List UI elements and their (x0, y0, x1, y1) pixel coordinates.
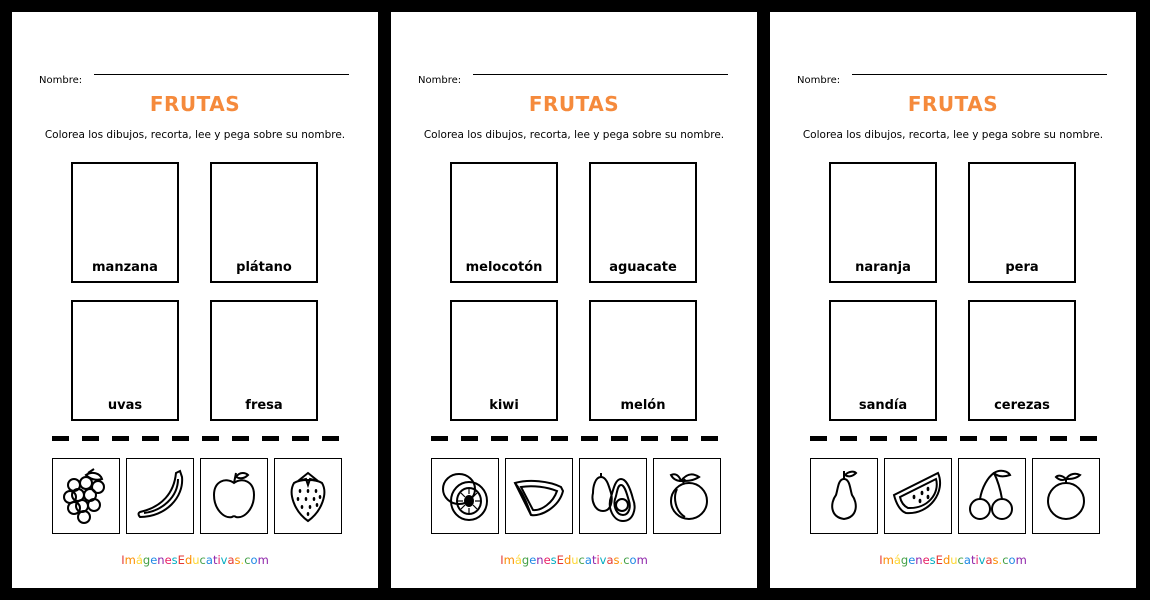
logo-letter: t (970, 553, 976, 567)
logo-letter: á (893, 553, 901, 567)
melon-icon (511, 467, 567, 525)
logo-letter: c (1002, 553, 1009, 567)
fruit-word: uvas (107, 398, 143, 413)
logo-letter: s (992, 553, 999, 567)
fruit-word: aguacate (609, 260, 677, 275)
picture-card-4 (274, 458, 342, 534)
logo-letter: á (514, 553, 522, 567)
logo-letter: o (1008, 553, 1016, 567)
paste-box-4 (589, 300, 697, 421)
name-label: Nombre: (39, 75, 83, 86)
logo-letter: m (1015, 553, 1027, 567)
paste-box-3 (71, 300, 179, 421)
logo-letter: a (205, 553, 213, 567)
logo-letter: d (184, 553, 193, 567)
fruit-word: melón (620, 398, 666, 413)
logo-letter: e (543, 553, 551, 567)
footer-logo (12, 553, 378, 567)
logo-letter: m (257, 553, 269, 567)
site-logo-text (121, 553, 269, 567)
logo-letter: á (135, 553, 143, 567)
fruit-word: plátano (236, 260, 292, 275)
strawberry-icon (280, 467, 336, 525)
logo-letter: e (922, 553, 930, 567)
logo-letter: u (950, 553, 958, 567)
logo-letter: m (503, 553, 515, 567)
logo-letter: n (157, 553, 165, 567)
kiwi-icon (437, 467, 493, 525)
footer-logo (391, 553, 757, 567)
logo-letter: I (121, 553, 125, 567)
logo-letter: e (164, 553, 172, 567)
picture-card-1 (810, 458, 878, 534)
worksheet-title: FRUTAS (907, 92, 999, 116)
cut-line (52, 436, 347, 441)
paste-box-1 (829, 162, 937, 283)
logo-letter: a (606, 553, 614, 567)
picture-card-4 (1032, 458, 1100, 534)
logo-letter: n (915, 553, 923, 567)
peach-icon (659, 467, 715, 525)
picture-card-1 (52, 458, 120, 534)
paste-box-3 (450, 300, 558, 421)
fruit-word: melocotón (465, 260, 543, 275)
name-line (852, 74, 1107, 75)
logo-letter: v (599, 553, 607, 567)
orange-icon (1038, 467, 1094, 525)
paste-box-1 (450, 162, 558, 283)
logo-letter: s (550, 553, 557, 567)
logo-letter: g (142, 553, 151, 567)
logo-letter: g (521, 553, 530, 567)
paste-box-4 (210, 300, 318, 421)
worksheet-2 (391, 12, 757, 588)
name-label: Nombre: (797, 75, 841, 86)
cherries-icon (964, 467, 1020, 525)
logo-letter: t (591, 553, 597, 567)
logo-letter: I (500, 553, 504, 567)
logo-letter: E (177, 553, 185, 567)
logo-letter: s (929, 553, 936, 567)
cut-line (810, 436, 1105, 441)
logo-letter: . (619, 553, 624, 567)
logo-letter: o (629, 553, 637, 567)
logo-letter: E (556, 553, 564, 567)
logo-letter: g (900, 553, 909, 567)
logo-letter: s (613, 553, 620, 567)
logo-letter: c (199, 553, 206, 567)
name-label: Nombre: (418, 75, 462, 86)
logo-letter: u (571, 553, 579, 567)
picture-card-2 (126, 458, 194, 534)
logo-letter: . (240, 553, 245, 567)
banana-icon (132, 467, 188, 525)
fruit-word: fresa (245, 398, 283, 413)
fruit-word: sandía (858, 398, 908, 413)
logo-letter: c (244, 553, 251, 567)
paste-box-2 (210, 162, 318, 283)
logo-letter: a (985, 553, 993, 567)
picture-card-1 (431, 458, 499, 534)
instructions: Colorea los dibujos, recorta, lee y pega sobre su nombre. (802, 129, 1104, 141)
paste-box-4 (968, 300, 1076, 421)
logo-letter: v (220, 553, 228, 567)
logo-letter: s (234, 553, 241, 567)
logo-letter: c (957, 553, 964, 567)
logo-letter: a (227, 553, 235, 567)
logo-letter: E (935, 553, 943, 567)
logo-letter: o (250, 553, 258, 567)
name-line (473, 74, 728, 75)
footer-logo (770, 553, 1136, 567)
logo-letter: i (596, 553, 600, 567)
picture-card-4 (653, 458, 721, 534)
picture-card-3 (958, 458, 1026, 534)
logo-letter: e (908, 553, 916, 567)
logo-letter: s (171, 553, 178, 567)
logo-letter: a (963, 553, 971, 567)
paste-box-1 (71, 162, 179, 283)
logo-letter: d (563, 553, 572, 567)
picture-card-3 (200, 458, 268, 534)
logo-letter: v (978, 553, 986, 567)
logo-letter: a (584, 553, 592, 567)
logo-letter: d (942, 553, 951, 567)
worksheet-3 (770, 12, 1136, 588)
avocado-icon (585, 467, 641, 525)
worksheet-title: FRUTAS (528, 92, 620, 116)
fruit-word: cerezas (994, 398, 1050, 413)
name-line (94, 74, 349, 75)
paste-box-2 (589, 162, 697, 283)
logo-letter: i (217, 553, 221, 567)
picture-card-3 (579, 458, 647, 534)
fruit-word: naranja (855, 260, 911, 275)
logo-letter: m (636, 553, 648, 567)
picture-card-2 (884, 458, 952, 534)
paste-box-2 (968, 162, 1076, 283)
worksheet-1 (12, 12, 378, 588)
logo-letter: . (998, 553, 1003, 567)
grapes-icon (58, 467, 114, 525)
worksheet-title: FRUTAS (149, 92, 241, 116)
fruit-word: manzana (92, 260, 158, 275)
logo-letter: t (212, 553, 218, 567)
instructions: Colorea los dibujos, recorta, lee y pega sobre su nombre. (44, 129, 346, 141)
logo-letter: i (975, 553, 979, 567)
fruit-word: pera (1005, 260, 1039, 275)
site-logo-text (879, 553, 1027, 567)
fruit-word: kiwi (489, 398, 519, 413)
logo-letter: c (578, 553, 585, 567)
paste-box-3 (829, 300, 937, 421)
logo-letter: I (879, 553, 883, 567)
apple-icon (206, 467, 262, 525)
logo-letter: n (536, 553, 544, 567)
picture-card-2 (505, 458, 573, 534)
logo-letter: e (529, 553, 537, 567)
logo-letter: m (124, 553, 136, 567)
site-logo-text (500, 553, 648, 567)
instructions: Colorea los dibujos, recorta, lee y pega sobre su nombre. (423, 129, 725, 141)
logo-letter: c (623, 553, 630, 567)
logo-letter: m (882, 553, 894, 567)
watermelon-icon (890, 467, 946, 525)
cut-line (431, 436, 726, 441)
logo-letter: u (192, 553, 200, 567)
logo-letter: e (150, 553, 158, 567)
pear-icon (816, 467, 872, 525)
